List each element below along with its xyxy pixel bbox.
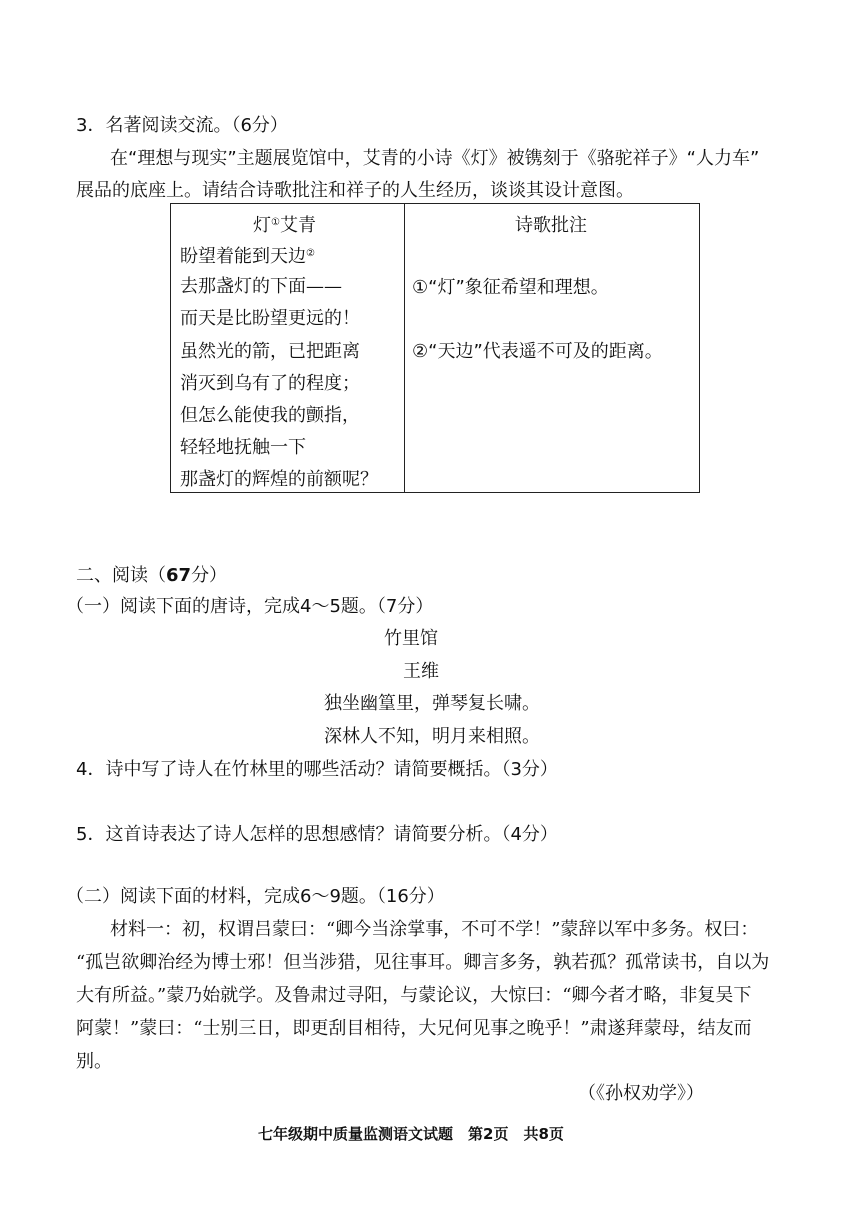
material-line: 大有所益。”蒙乃始就学。及鲁肃过寻阳，与蒙论议，大惊曰：“卿今者才略，非复吴下	[76, 985, 752, 1006]
annotation-note-2: ②“天边”代表遥不可及的距离。	[412, 341, 663, 362]
q3-prompt-line2: 展品的底座上。请结合诗歌批注和祥子的人生经历，谈谈其设计意图。	[76, 180, 634, 201]
poem-author-inline: 艾青	[279, 215, 316, 236]
footnote-mark-1: ①	[271, 217, 280, 228]
tang-poem-author: 王维	[403, 661, 439, 682]
material-line: 材料一：初，权谓吕蒙曰：“卿今当涂掌事，不可不学！”蒙辞以军中多务。权曰：	[110, 919, 759, 940]
part2-heading: （二）阅读下面的材料，完成6～9题。（16分）	[66, 886, 445, 907]
annotation-note-1: ①“灯”象征希望和理想。	[412, 277, 609, 298]
poem-line: 轻轻地抚触一下	[180, 437, 306, 458]
part1-heading: （一）阅读下面的唐诗，完成4～5题。（7分）	[66, 596, 434, 617]
poem-annotation-table	[170, 203, 700, 493]
poem-line: 虽然光的箭，已把距离	[180, 341, 360, 362]
tang-poem-line-2: 深林人不知，明月来相照。	[324, 726, 540, 747]
material-line: 阿蒙！”蒙曰：“士别三日，即更刮目相待，大兄何见事之晚乎！”肃遂拜蒙母，结友而	[76, 1018, 752, 1039]
page-number: 2	[483, 1125, 494, 1143]
tang-poem-line-1: 独坐幽篁里，弹琴复长啸。	[324, 693, 540, 714]
material-line: “孤岂欲卿治经为博士邪！但当涉猎，见往事耳。卿言多务，孰若孤？孤常读书，自以为	[76, 952, 770, 973]
q3-heading: 3．名著阅读交流。（6分）	[76, 115, 288, 136]
footnote-mark-2: ②	[306, 248, 315, 259]
tang-poem-title: 竹里馆	[384, 628, 438, 649]
q3-prompt-line1: 在“理想与现实”主题展览馆中，艾青的小诗《灯》被镌刻于《骆驼祥子》“人力车”	[110, 148, 760, 169]
page-footer: 七年级期中质量监测语文试题 第2页 共8页	[258, 1125, 564, 1143]
poem-title: 灯①艾青	[253, 215, 316, 236]
poem-line: 去那盏灯的下面——	[180, 276, 342, 297]
table-divider	[404, 204, 405, 492]
poem-line: 那盏灯的辉煌的前额呢？	[180, 469, 378, 490]
material-line: 别。	[76, 1051, 112, 1072]
page-total: 8	[538, 1125, 549, 1143]
section2-heading: 二、阅读（67分）	[76, 565, 228, 586]
question-5: 5．这首诗表达了诗人怎样的思想感情？请简要分析。（4分）	[76, 824, 558, 845]
annotation-header: 诗歌批注	[515, 215, 587, 236]
poem-line: 盼望着能到天边②	[180, 246, 315, 267]
material-source: （《孙权劝学》）	[578, 1083, 704, 1104]
poem-line: 消灭到乌有了的程度；	[180, 373, 360, 394]
question-4: 4．诗中写了诗人在竹林里的哪些活动？请简要概括。（3分）	[76, 759, 558, 780]
poem-line: 而天是比盼望更远的！	[180, 308, 360, 329]
poem-line: 但怎么能使我的颤指，	[180, 405, 360, 426]
